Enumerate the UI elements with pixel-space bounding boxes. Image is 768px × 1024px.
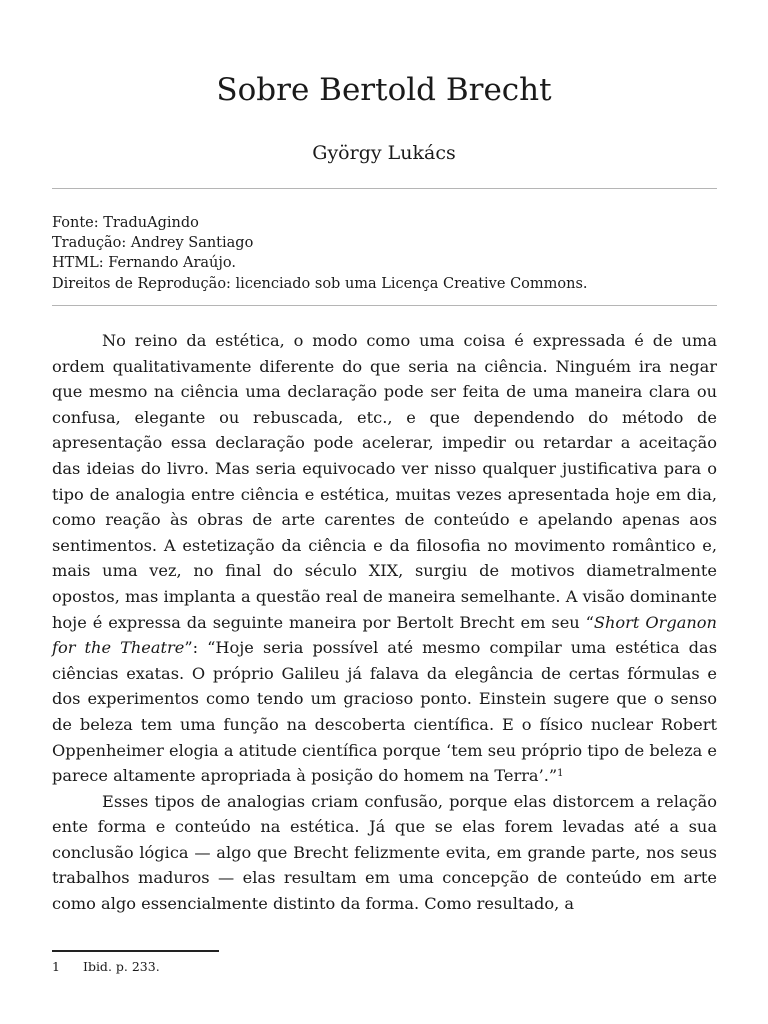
rights-line: Direitos de Reprodução: licenciado sob uma Licença Creative Commons. <box>52 275 588 292</box>
footnote-number: 1 <box>52 959 60 974</box>
source-info <box>52 213 717 294</box>
top-divider <box>52 188 717 189</box>
footnote-reference[interactable]: 1 <box>557 768 564 780</box>
body-text <box>52 328 717 917</box>
footnote-divider <box>52 950 219 952</box>
paragraph-1 <box>52 328 717 789</box>
source-line: Fonte: TraduAgindo <box>52 215 199 231</box>
footnote <box>52 959 160 975</box>
html-line: HTML: Fernando Araújo. <box>52 255 236 272</box>
paragraph-1-text-b: ”: “Hoje seria possível até mesmo compilar uma estética das ciências exatas. O próprio Galileu já falava da elegância de certas fórmulas e dos experimentos como tendo um gracioso ponto. Einstein sugere que o senso de beleza tem uma função na descoberta científica. E o físico nuclear Robert Oppenheimer elogia a atitude científica porque ‘tem seu próprio tipo de beleza e parece altamente apropriada à posição do homem na Terra’.” <box>52 638 717 786</box>
footnote-text: Ibid. p. 233. <box>83 959 160 974</box>
meta-divider <box>52 305 717 306</box>
book-title-italic: Short Organon for the Theatre <box>52 612 717 658</box>
document-title: Sobre Bertold Brecht <box>216 72 552 108</box>
author-name: György Lukács <box>312 142 456 164</box>
translation-line: Tradução: Andrey Santiago <box>52 235 254 252</box>
paragraph-1-text-a: No reino da estética, o modo como uma coisa é expressada é de uma ordem qualitativamente diferente do que seria na ciência. Ninguém ira negar que mesmo na ciência uma declaração pode ser feita de uma maneira clara ou confusa, elegante ou rebuscada, etc., e que dependendo do método de apresentação essa declaração pode acelerar, impedir ou retardar a aceitação das ideias do livro. Mas seria equivocado ver nisso qualquer justificativa para o tipo de analogia entre ciência e estética, muitas vezes apresentada hoje em dia, como reação às obras de arte carentes de conteúdo e apelando apenas aos sentimentos. A estetização da ciência e da filosofia no movimento romântico e, mais uma vez, no final do século XIX, surgiu de motivos diametralmente opostos, mas implanta a questão real de maneira semelhante. A visão dominante hoje é expressa da seguinte maneira por Bertolt Brecht em seu “ <box>52 331 717 632</box>
paragraph-2: Esses tipos de analogias criam confusão, porque elas distorcem a relação ente forma e conteúdo na estética. Já que se elas forem levadas até a sua conclusão lógica — algo que Brecht felizmente evita, em grande parte, nos seus trabalhos maduros — elas resultam em uma concepção de conteúdo em arte como algo essencialmente distinto da forma. Como resultado, a <box>52 791 717 914</box>
